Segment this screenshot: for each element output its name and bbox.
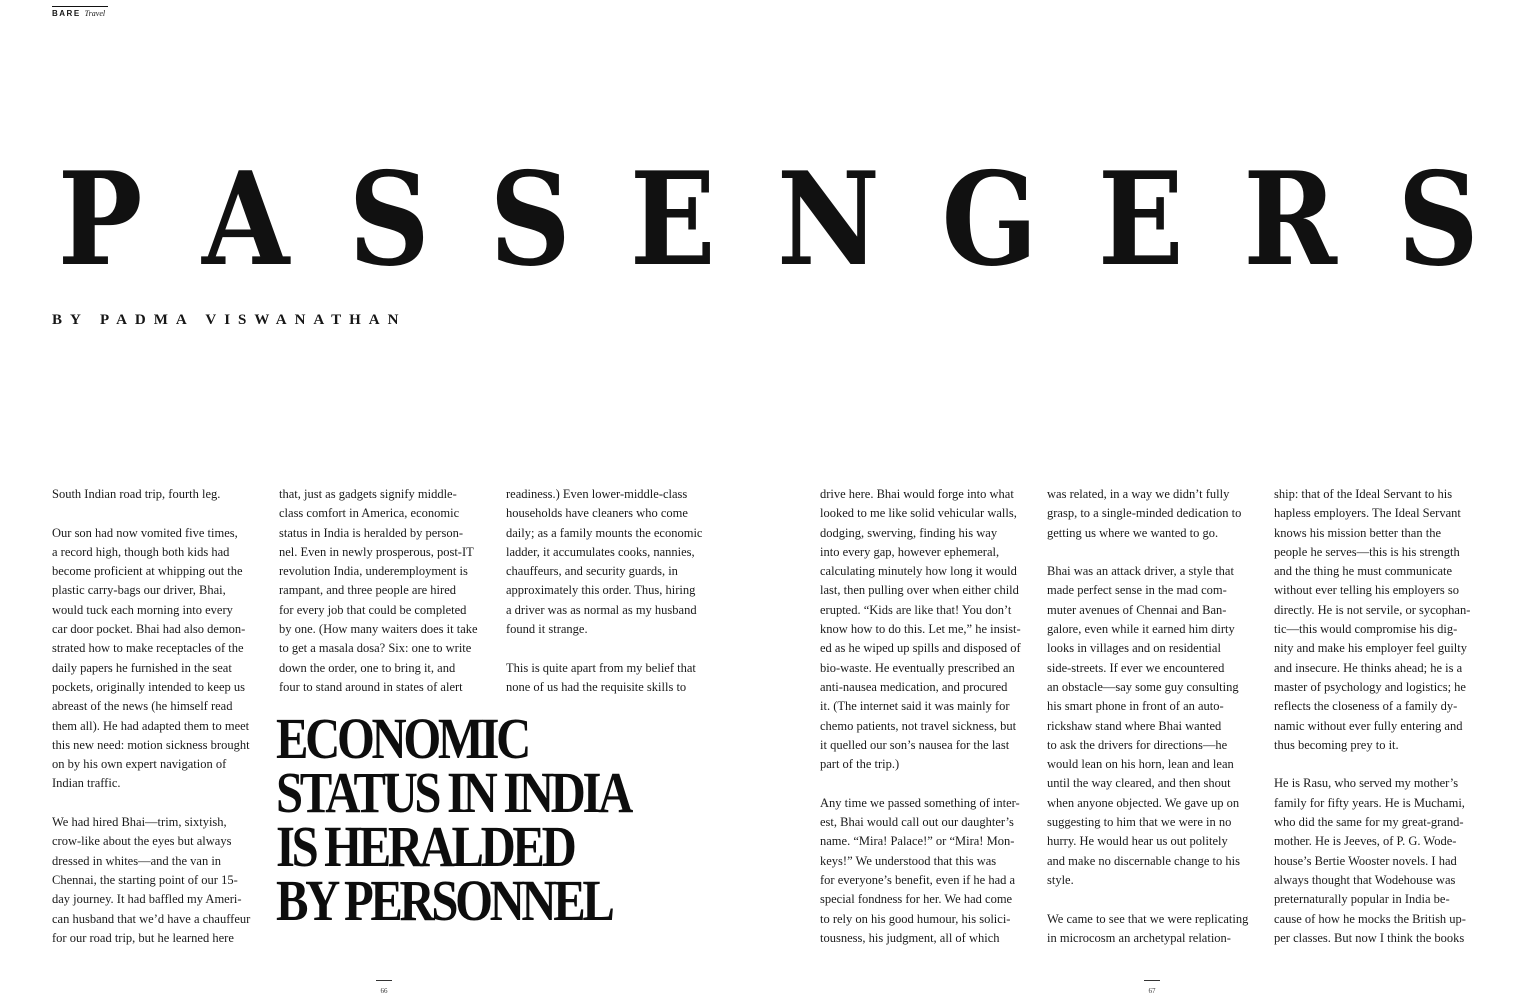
text-line: plastic carry-bags our driver, Bhai, — [52, 583, 226, 598]
text-line: name. “Mira! Palace!” or “Mira! Mon- — [820, 834, 1015, 849]
body-column-1 — [52, 485, 262, 948]
paragraph — [1047, 562, 1257, 890]
text-line: dodging, swerving, finding his way — [820, 525, 998, 540]
text-line: chemo patients, not travel sickness, but — [820, 718, 1017, 733]
text-line: daily papers he furnished in the seat — [52, 660, 232, 675]
text-line: reflects the closeness of a family dy- — [1274, 699, 1458, 714]
text-line: est, Bhai would call out our daughter’s — [820, 815, 1014, 830]
text-line: family for fifty years. He is Muchami, — [1274, 795, 1465, 810]
text-line: four to stand around in states of alert — [279, 679, 463, 694]
text-line: drive here. Bhai would forge into what — [820, 487, 1014, 501]
title-letter: E — [629, 145, 716, 295]
text-line: style. — [1047, 872, 1074, 887]
text-line: it quelled our son’s nausea for the last — [820, 737, 1010, 752]
text-line: and insecure. He thinks ahead; he is a — [1274, 660, 1463, 675]
byline: BY PADMA VISWANATHAN — [52, 312, 407, 328]
text-line: and make no discernable change to his — [1047, 853, 1240, 868]
paragraph — [820, 485, 1030, 774]
text-line: ed as he wiped up spills and disposed of — [820, 641, 1021, 656]
page-number-left: 66 — [380, 987, 388, 995]
text-line: house’s Bertie Wooster novels. I had — [1274, 853, 1457, 868]
text-line: chauffeurs, and security guards, in — [506, 564, 678, 579]
text-line: Bhai was an attack driver, a style that — [1047, 564, 1234, 579]
text-line: made perfect sense in the mad com- — [1047, 583, 1227, 598]
text-line: master of psychology and logistics; he — [1274, 679, 1466, 694]
text-line: on by his own expert navigation of — [52, 757, 227, 772]
text-line: knows his mission better than the — [1274, 525, 1441, 540]
text-line: muter avenues of Chennai and Ban- — [1047, 602, 1227, 617]
text-line: part of the trip.) — [820, 757, 900, 772]
text-line: galore, even while it earned him dirty — [1047, 622, 1235, 637]
body-column-6 — [1274, 485, 1484, 948]
page-number-right: 67 — [1148, 987, 1156, 995]
paragraph — [1274, 485, 1484, 755]
text-line: car door pocket. Bhai had also demon- — [52, 622, 246, 637]
text-line: was related, in a way we didn’t fully — [1047, 487, 1230, 501]
text-line: South Indian road trip, fourth leg. — [52, 487, 221, 501]
text-line: suggesting to him that we were in no — [1047, 815, 1232, 830]
title-letter: P — [57, 145, 143, 295]
text-line: hapless employers. The Ideal Servant — [1274, 506, 1461, 521]
paragraph — [52, 813, 262, 948]
title-letter: N — [776, 145, 880, 295]
folio-rule-left — [376, 980, 392, 981]
title-letter: E — [1097, 145, 1184, 295]
pull-quote — [276, 706, 630, 933]
text-line: Indian traffic. — [52, 776, 121, 791]
text-line: namic without ever fully entering and — [1274, 718, 1463, 733]
text-line: in microcosm an archetypal relation- — [1047, 930, 1231, 945]
text-line: an obstacle—say some guy consulting — [1047, 679, 1239, 694]
title-letter: S — [348, 145, 431, 295]
article-title — [52, 145, 1484, 295]
text-line: a record high, though both kids had — [52, 544, 230, 559]
text-line: households have cleaners who come — [506, 506, 688, 521]
text-line: side-streets. If ever we encountered — [1047, 660, 1225, 675]
text-line: He is Rasu, who served my mother’s — [1274, 776, 1459, 791]
text-line: getting us where we wanted to go. — [1047, 525, 1219, 540]
title-letter: S — [1397, 145, 1479, 295]
text-line: this new need: motion sickness brought — [52, 737, 250, 752]
text-line: revolution India, underemployment is — [279, 564, 468, 579]
text-line: would tuck each morning into every — [52, 602, 233, 617]
text-line: always thought that Wodehouse was — [1274, 872, 1456, 887]
text-line: none of us had the requisite skills to — [506, 679, 687, 694]
text-line: to ask the drivers for directions—he — [1047, 737, 1228, 752]
text-line: pockets, originally intended to keep us — [52, 679, 246, 694]
paragraph — [1274, 774, 1484, 948]
text-line: for our road trip, but he learned here — [52, 930, 234, 945]
text-line: cause of how he mocks the British up- — [1274, 911, 1466, 926]
text-line: Chennai, the starting point of our 15- — [52, 872, 238, 887]
paragraph — [506, 659, 716, 698]
text-line: a driver was as normal as my husband — [506, 602, 697, 617]
text-line: abreast of the news (he himself read — [52, 699, 233, 714]
text-line: approximately this order. Thus, hiring — [506, 583, 696, 598]
text-line: day journey. It had baffled my Ameri- — [52, 892, 242, 907]
text-line: ship: that of the Ideal Servant to his — [1274, 487, 1453, 501]
body-column-5 — [1047, 485, 1257, 948]
text-line: mother. He is Jeeves, of P. G. Wode- — [1274, 834, 1457, 849]
text-line: looked to me like solid vehicular walls, — [820, 506, 1017, 521]
text-line: calculating minutely how long it would — [820, 564, 1017, 579]
text-line: tousness, his judgment, all of which — [820, 930, 1000, 945]
text-line: nity and make his employer feel guilty — [1274, 641, 1468, 656]
pull-quote-line: STATUS IN INDIA — [276, 760, 630, 825]
text-line: without ever telling his employers so — [1274, 583, 1460, 598]
text-line: would lean on his horn, lean and lean — [1047, 757, 1234, 772]
text-line: dressed in whites—and the van in — [52, 853, 222, 868]
body-column-2 — [279, 485, 489, 697]
text-line: erupted. “Kids are like that! You don’t — [820, 602, 1012, 617]
text-line: daily; as a family mounts the economic — [506, 525, 703, 540]
text-line: and the thing he must communicate — [1274, 564, 1453, 579]
title-letter: R — [1243, 145, 1338, 295]
text-line: for everyone’s benefit, even if he had a — [820, 872, 1016, 887]
text-line: it. (The internet said it was mainly for — [820, 699, 1010, 714]
text-line: for every job that could be completed — [279, 602, 467, 617]
text-line: know how to do this. Let me,” he insist- — [820, 622, 1021, 637]
pull-quote-line: BY PERSONNEL — [276, 868, 612, 933]
header-rule — [52, 6, 108, 7]
text-line: tic—this would compromise his dig- — [1274, 622, 1458, 637]
section-label: Travel — [84, 9, 106, 18]
text-line: to get a masala dosa? Six: one to write — [279, 641, 472, 656]
text-line: special fondness for her. We had come — [820, 892, 1013, 907]
paragraph — [279, 485, 489, 697]
text-line: last, then pulling over when either child — [820, 583, 1019, 598]
text-line: anti-nausea medication, and procured — [820, 679, 1008, 694]
paragraph — [506, 485, 716, 639]
pull-quote-line: IS HERALDED — [276, 814, 574, 879]
paragraph — [1047, 910, 1257, 949]
text-line: down the order, one to bring it, and — [279, 660, 456, 675]
text-line: into every gap, however ephemeral, — [820, 544, 1000, 559]
text-line: found it strange. — [506, 622, 588, 637]
title-letter: S — [489, 145, 571, 295]
text-line: his smart phone in front of an auto- — [1047, 699, 1224, 714]
text-line: by one. (How many waiters does it take — [279, 622, 478, 637]
text-line: to rely on his good humour, his solici- — [820, 911, 1011, 926]
text-line: Any time we passed something of inter- — [820, 795, 1020, 810]
text-line: that, just as gadgets signify middle- — [279, 487, 457, 501]
text-line: We had hired Bhai—trim, sixtyish, — [52, 815, 227, 830]
text-line: keys!” We understood that this was — [820, 853, 997, 868]
text-line: strated how to make receptacles of the — [52, 641, 244, 656]
text-line: bio-waste. He eventually prescribed an — [820, 660, 1015, 675]
title-letter: G — [941, 145, 1038, 295]
text-line: when anyone objected. We gave up on — [1047, 795, 1240, 810]
text-line: who did the same for my great-grand- — [1274, 815, 1464, 830]
paragraph — [52, 485, 262, 504]
running-header — [52, 9, 105, 19]
text-line: Our son had now vomited five times, — [52, 525, 238, 540]
text-line: readiness.) Even lower-middle-class — [506, 487, 688, 501]
body-column-3 — [506, 485, 716, 697]
text-line: status in India is heralded by person- — [279, 525, 463, 540]
magazine-brand: BARE — [52, 9, 81, 18]
text-line: We came to see that we were replicating — [1047, 911, 1249, 926]
text-line: can husband that we’d have a chauffeur — [52, 911, 251, 926]
text-line: thus becoming prey to it. — [1274, 737, 1399, 752]
text-line: crow-like about the eyes but always — [52, 834, 232, 849]
paragraph — [1047, 485, 1257, 543]
text-line: grasp, to a single-minded dedication to — [1047, 506, 1242, 521]
paragraph — [820, 794, 1030, 948]
text-line: looks in villages and on residential — [1047, 641, 1221, 656]
paragraph — [52, 524, 262, 794]
text-line: This is quite apart from my belief that — [506, 660, 696, 675]
text-line: preternaturally popular in India be- — [1274, 892, 1450, 907]
text-line: become proficient at whipping out the — [52, 564, 243, 579]
text-line: them all). He had adapted them to meet — [52, 718, 250, 733]
text-line: rickshaw stand where Bhai wanted — [1047, 718, 1222, 733]
text-line: people he serves—this is his strength — [1274, 544, 1460, 559]
text-line: until the way cleared, and then shout — [1047, 776, 1231, 791]
text-line: ladder, it accumulates cooks, nannies, — [506, 544, 695, 559]
text-line: directly. He is not servile, or sycophan- — [1274, 602, 1471, 617]
folio-rule-right — [1144, 980, 1160, 981]
text-line: nel. Even in newly prosperous, post-IT — [279, 544, 474, 559]
text-line: per classes. But now I think the books — [1274, 930, 1465, 945]
text-line: rampant, and three people are hired — [279, 583, 456, 598]
title-letter: A — [202, 145, 290, 295]
pull-quote-line: ECONOMIC — [276, 706, 528, 771]
body-column-4 — [820, 485, 1030, 948]
text-line: hurry. He would hear us out politely — [1047, 834, 1228, 849]
text-line: class comfort in America, economic — [279, 506, 460, 521]
